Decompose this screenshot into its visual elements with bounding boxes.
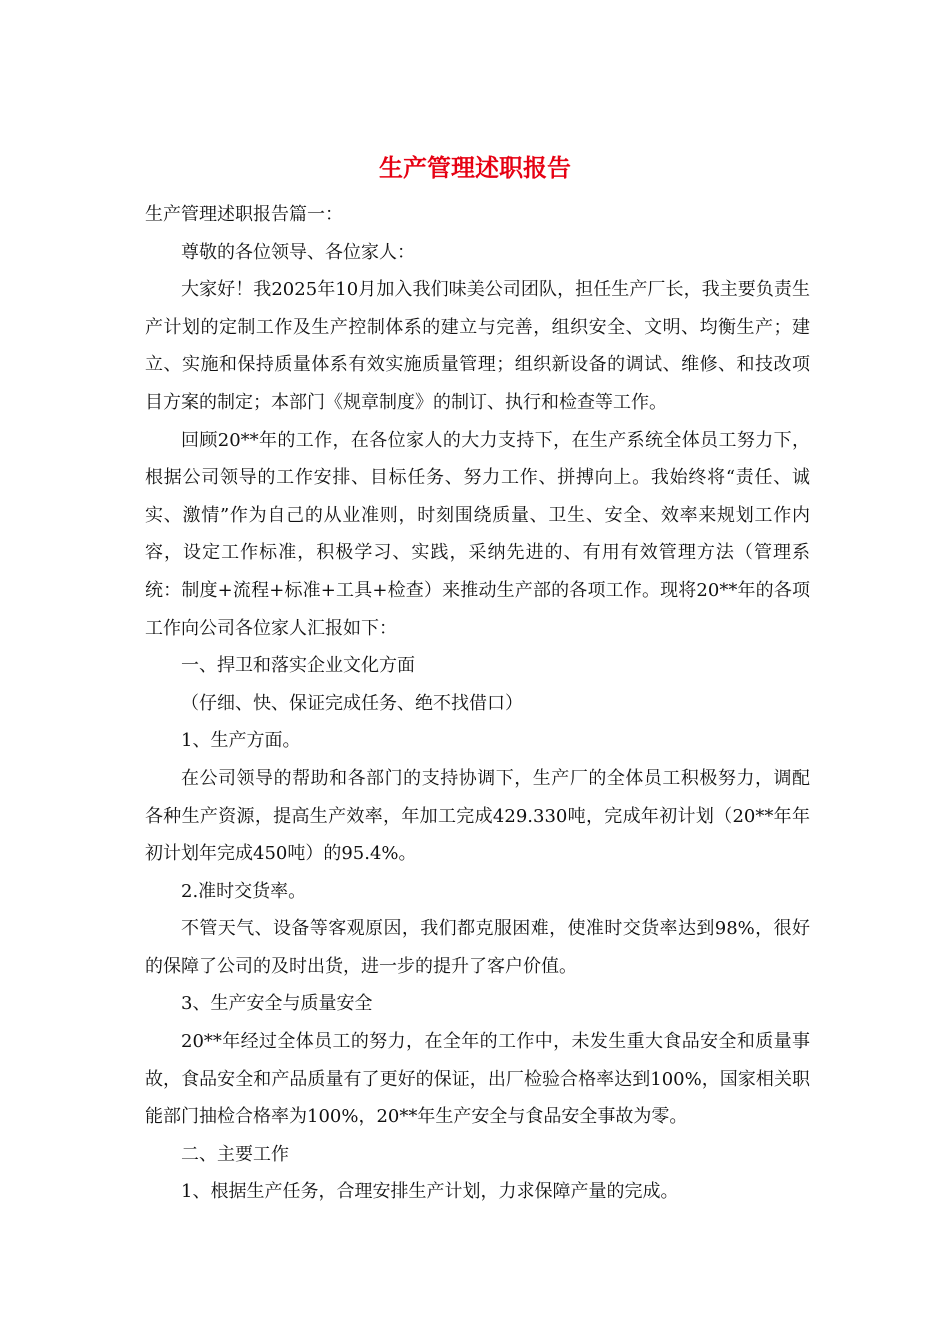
paragraph-safety-detail: 20**年经过全体员工的努力，在全年的工作中，未发生重大食品安全和质量事故，食品安全和产品质量有了更好的保证，出厂检验合格率达到100%，国家相关职能部门抽检合格率为100%，20**年生产安全与食品安全事故为零。 bbox=[145, 1031, 810, 1128]
document-body bbox=[145, 196, 810, 1211]
paragraph-culture-motto: （仔细、快、保证完成任务、绝不找借口） bbox=[181, 692, 523, 714]
paragraph-item-safety: 3、生产安全与质量安全 bbox=[181, 993, 373, 1015]
paragraph-salutation: 尊敬的各位领导、各位家人： bbox=[181, 241, 415, 263]
paragraph-review: 回顾20**年的工作，在各位家人的大力支持下，在生产系统全体员工努力下，根据公司领导的工作安排、目标任务、努力工作、拼搏向上。我始终将“责任、诚实、激情”作为自己的从业准则，时刻围绕质量、卫生、安全、效率来规划工作内容，设定工作标准，积极学习、实践，采纳先进的、有用有效管理方法（管理系统：制度+流程+标准+工具+检查）来推动生产部的各项工作。现将20**年的各项工作向公司各位家人汇报如下： bbox=[145, 429, 810, 639]
paragraph-section-heading: 生产管理述职报告篇一： bbox=[145, 204, 343, 225]
paragraph-heading-main-work: 二、主要工作 bbox=[181, 1143, 289, 1165]
paragraph-delivery-detail: 不管天气、设备等客观原因，我们都克服困难，使准时交货率达到98%，很好的保障了公司的及时出货，进一步的提升了客户价值。 bbox=[145, 918, 810, 977]
paragraph-intro: 大家好！我2025年10月加入我们味美公司团队，担任生产厂长，我主要负责生产计划的定制工作及生产控制体系的建立与完善，组织安全、文明、均衡生产；建立、实施和保持质量体系有效实施质量管理；组织新设备的调试、维修、和技改项目方案的制定；本部门《规章制度》的制订、执行和检查等工作。 bbox=[145, 279, 810, 413]
paragraph-production-detail: 在公司领导的帮助和各部门的支持协调下，生产厂的全体员工积极努力，调配各种生产资源，提高生产效率，年加工完成429.330吨，完成年初计划（20**年年初计划年完成450吨）的95.4%。 bbox=[145, 767, 810, 865]
paragraph-item-production: 1、生产方面。 bbox=[181, 730, 301, 752]
paragraph-main-work-item-1: 1、根据生产任务，合理安排生产计划，力求保障产量的完成。 bbox=[181, 1181, 679, 1203]
paragraph-item-delivery: 2.准时交货率。 bbox=[181, 880, 307, 902]
document-title: 生产管理述职报告 bbox=[379, 153, 571, 182]
paragraph-heading-culture: 一、捍卫和落实企业文化方面 bbox=[181, 655, 415, 677]
